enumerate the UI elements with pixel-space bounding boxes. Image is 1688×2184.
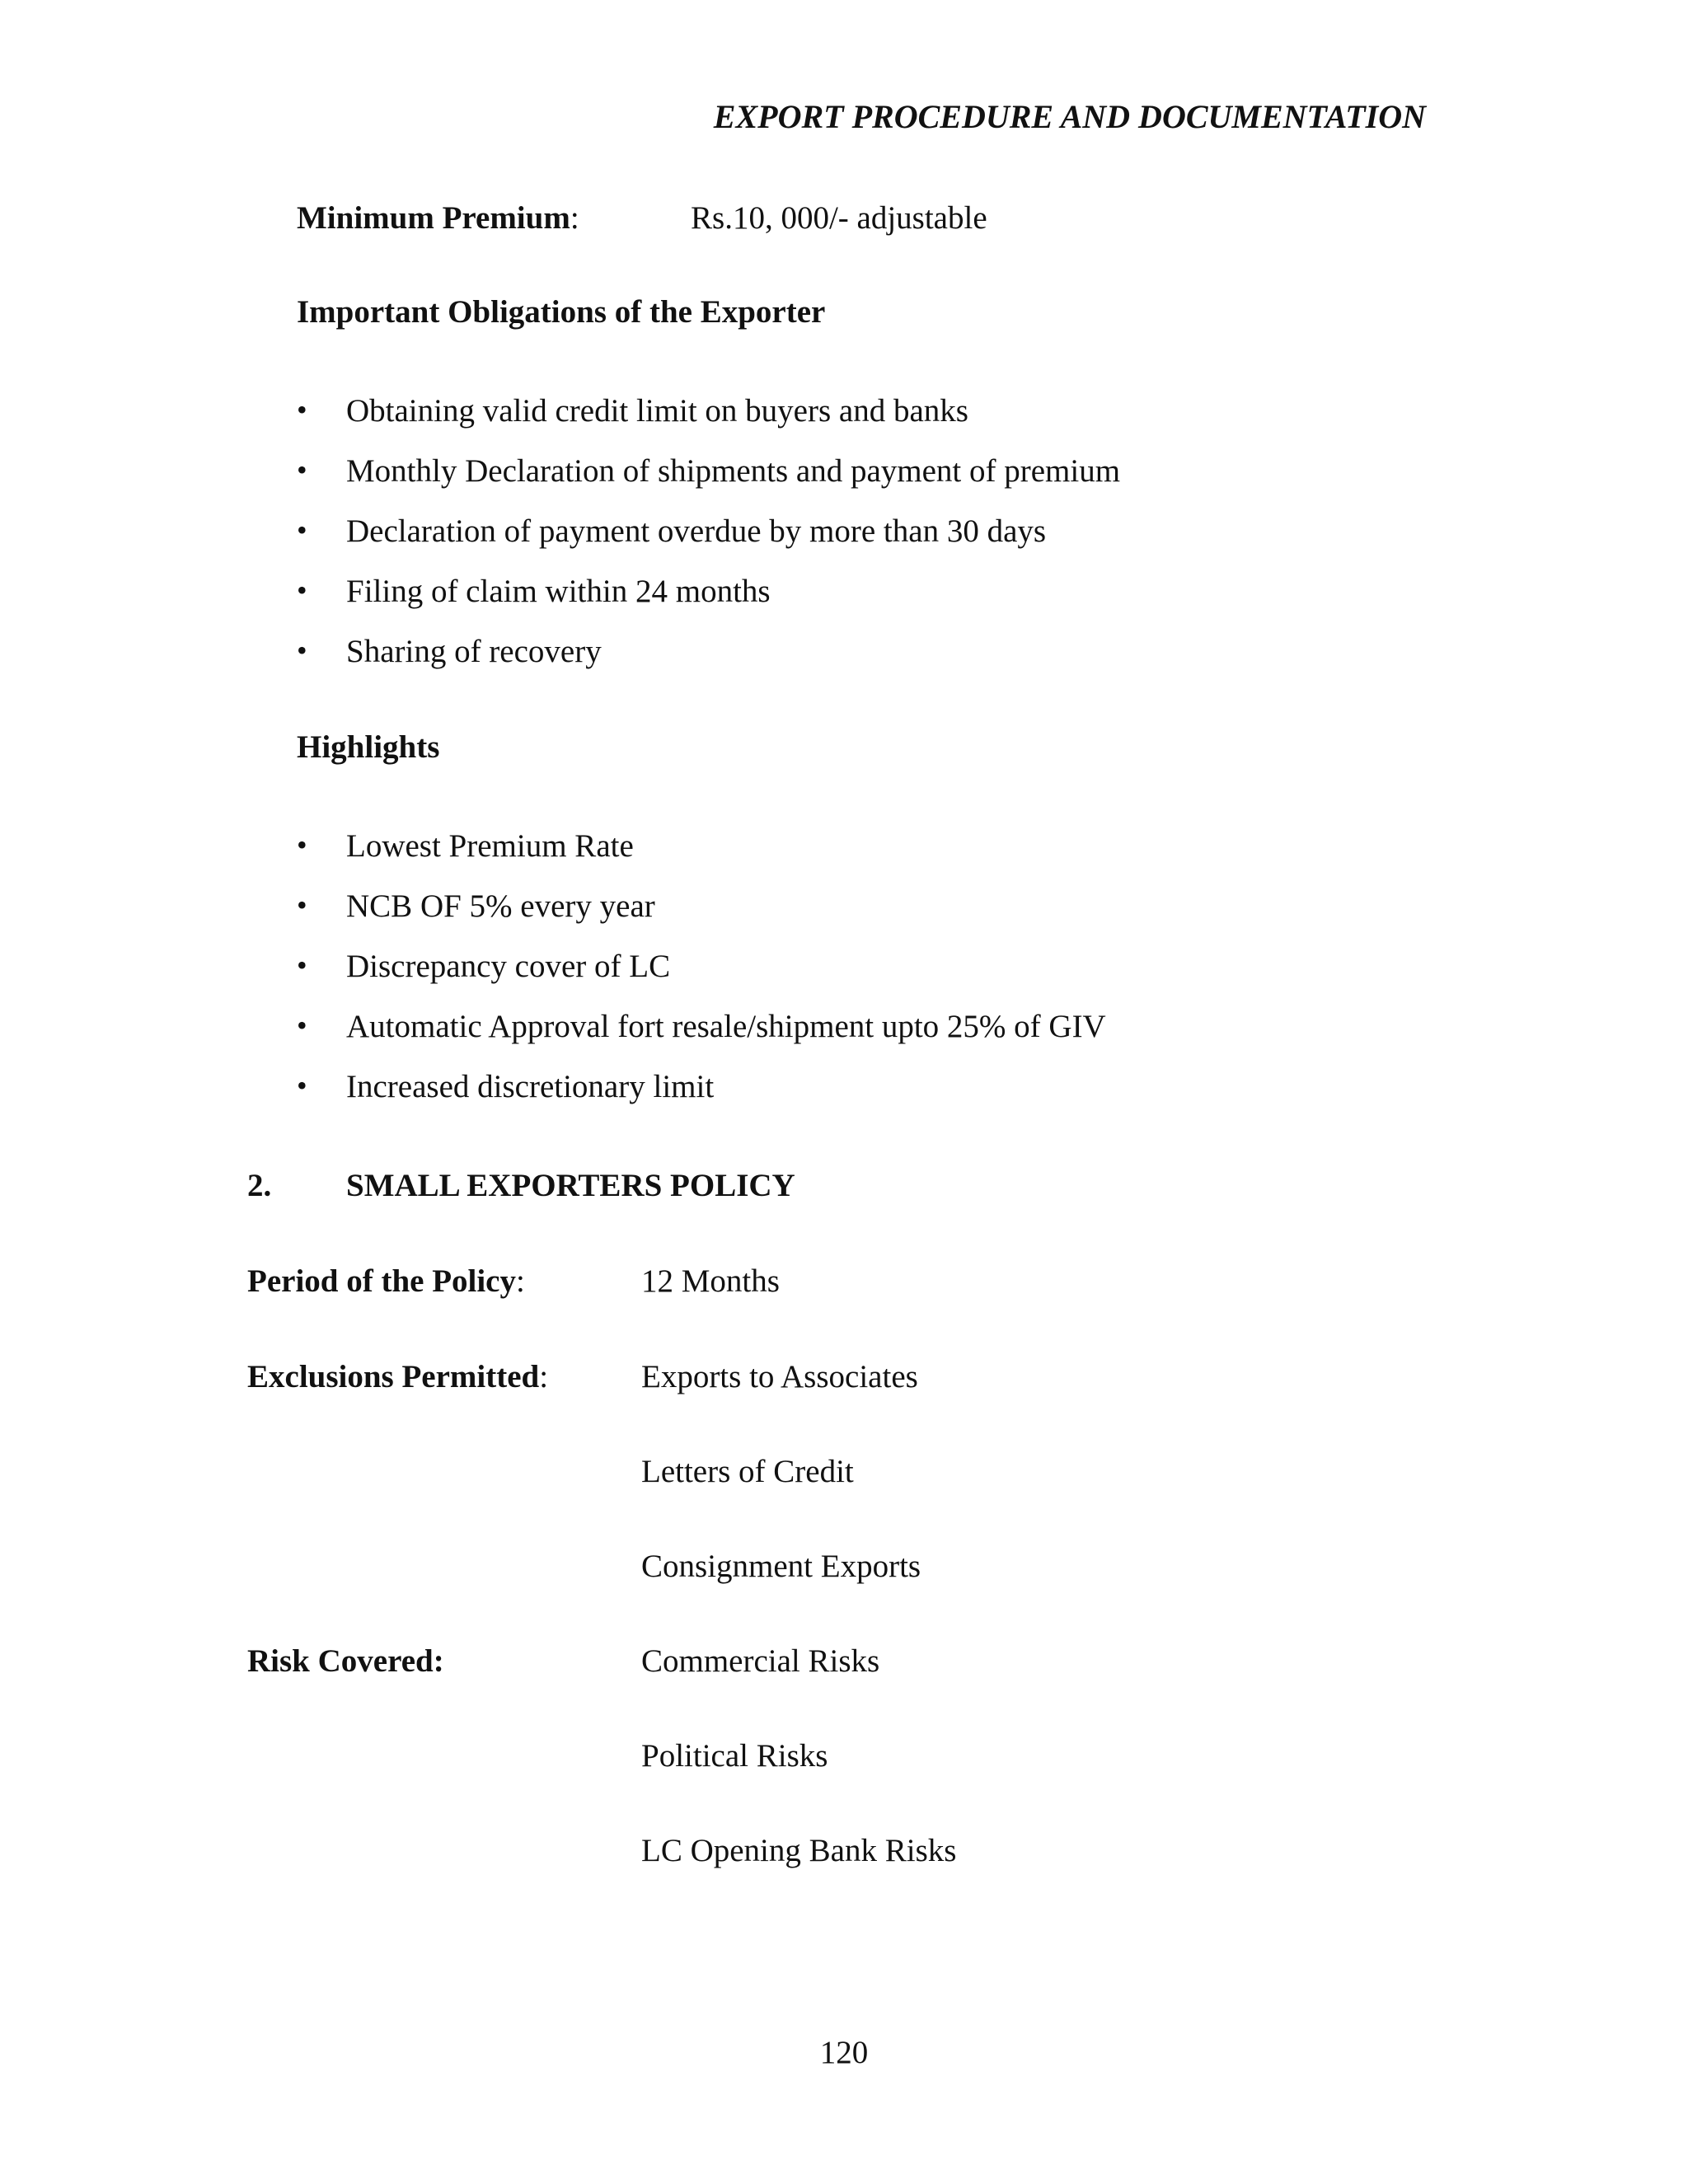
list-item (297, 392, 1120, 452)
bullet-icon: • (297, 453, 307, 486)
risk-value: LC Opening Bank Risks (641, 1833, 957, 1868)
exclusion-value: Exports to Associates (641, 1359, 918, 1394)
list-item-text: Automatic Approval fort resale/shipment upto 25% of GIV (346, 1009, 1106, 1044)
period-value: 12 Months (641, 1263, 780, 1299)
list-item (297, 948, 1106, 1008)
risk-label: Risk Covered: (247, 1643, 444, 1679)
minimum-premium-label-group (297, 199, 579, 238)
period-colon: : (516, 1263, 525, 1299)
list-item (297, 888, 1106, 948)
highlights-list (297, 827, 1106, 1128)
exclusions-colon: : (539, 1359, 549, 1394)
bullet-icon: • (297, 513, 307, 546)
list-item-text: Sharing of recovery (346, 634, 602, 669)
list-item (297, 633, 1120, 693)
minimum-premium-value: Rs.10, 000/- adjustable (691, 200, 987, 236)
minimum-premium-label: Minimum Premium (297, 200, 570, 236)
risk-value: Commercial Risks (641, 1643, 880, 1679)
obligations-list (297, 392, 1120, 693)
list-item (297, 513, 1120, 573)
list-item (297, 452, 1120, 513)
risk-value: Political Risks (641, 1738, 828, 1774)
exclusion-value: Letters of Credit (641, 1454, 854, 1489)
bullet-icon: • (297, 393, 307, 426)
running-header: EXPORT PROCEDURE AND DOCUMENTATION (713, 98, 1426, 135)
list-item (297, 827, 1106, 888)
list-item-text: Lowest Premium Rate (346, 828, 634, 864)
list-item (297, 1068, 1106, 1128)
bullet-icon: • (297, 1069, 307, 1102)
bullet-icon: • (297, 828, 307, 861)
minimum-premium-colon: : (570, 200, 579, 236)
bullet-icon: • (297, 574, 307, 607)
period-label: Period of the Policy (247, 1263, 516, 1299)
list-item-text: Declaration of payment overdue by more than 30 days (346, 513, 1047, 549)
period-label-group (247, 1263, 525, 1301)
list-item-text: Monthly Declaration of shipments and payment of premium (346, 453, 1121, 489)
list-item-text: Increased discretionary limit (346, 1069, 715, 1104)
obligations-heading: Important Obligations of the Exporter (297, 294, 826, 330)
page-number: 120 (819, 2035, 869, 2070)
bullet-icon: • (297, 888, 307, 921)
section-number: 2. (247, 1168, 272, 1203)
section-title: SMALL EXPORTERS POLICY (346, 1168, 795, 1203)
highlights-heading: Highlights (297, 729, 440, 765)
list-item (297, 1008, 1106, 1068)
exclusions-label: Exclusions Permitted (247, 1359, 540, 1394)
list-item-text: Obtaining valid credit limit on buyers and banks (346, 393, 968, 429)
bullet-icon: • (297, 1009, 307, 1042)
list-item-text: NCB OF 5% every year (346, 888, 655, 924)
list-item-text: Filing of claim within 24 months (346, 574, 771, 609)
exclusions-label-group (247, 1358, 548, 1397)
list-item (297, 573, 1120, 633)
list-item-text: Discrepancy cover of LC (346, 949, 671, 984)
bullet-icon: • (297, 949, 307, 982)
exclusion-value: Consignment Exports (641, 1549, 921, 1584)
bullet-icon: • (297, 634, 307, 667)
